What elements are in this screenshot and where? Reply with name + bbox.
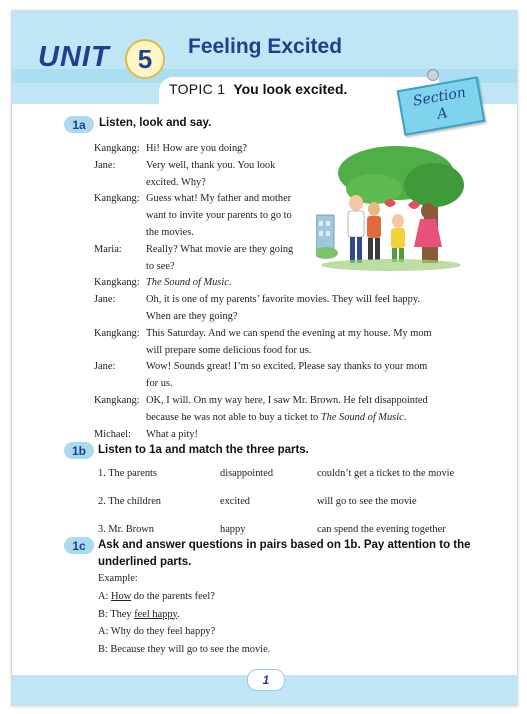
example-label: Example: <box>98 573 138 584</box>
match-reason: will go to see the movie <box>317 496 417 507</box>
heading-1a: Listen, look and say. <box>99 117 212 129</box>
utterance-line: will prepare some delicious food for us. <box>146 344 312 356</box>
unit-title: Feeling Excited <box>188 35 343 58</box>
children-under-tree-illustration <box>316 145 466 275</box>
heading-1b: Listen to 1a and match the three parts. <box>98 444 309 456</box>
dialogue-turn <box>94 393 494 427</box>
speaker-label: Jane: <box>94 159 116 171</box>
utterance-line: The Sound of Music. <box>146 277 232 289</box>
unit-number-circle <box>125 39 165 79</box>
speaker-label: Jane: <box>94 361 116 373</box>
utterance-line: This Saturday. And we can spend the evening at my house. My mom <box>146 327 432 339</box>
topic-prefix: TOPIC 1 <box>169 81 226 97</box>
dialogue-turn <box>94 292 494 326</box>
utterance-line: Very well, thank you. You look <box>146 159 276 171</box>
utterance-line: Guess what! My father and mother <box>146 193 292 205</box>
speaker-label: Jane: <box>94 294 116 306</box>
utterance-line: When are they going? <box>146 310 238 322</box>
utterance-line: What a pity! <box>146 428 198 440</box>
utterance-line: Hi! How are you doing? <box>146 143 247 154</box>
example-line: A: How do the parents feel? <box>98 591 215 602</box>
dialogue-turn <box>94 359 494 393</box>
utterance-line: to see? <box>146 260 175 272</box>
section-label: Section <box>411 84 468 110</box>
utterance-line: want to invite your parents to go to <box>146 210 292 222</box>
speaker-label: Kangkang: <box>94 277 140 289</box>
match-reason: can spend the evening together <box>317 524 446 535</box>
section-letter: A <box>436 105 449 123</box>
utterance-line: Wow! Sounds great! I’m so excited. Please say thanks to your mom <box>146 361 428 373</box>
match-person: 3. Mr. Brown <box>98 524 154 535</box>
match-person: 2. The children <box>98 496 161 507</box>
match-person: 1. The parents <box>98 468 157 479</box>
page-number: 1 <box>247 669 285 691</box>
heading-1c-line2: underlined parts. <box>98 556 192 568</box>
unit-word: UNIT <box>38 41 110 73</box>
match-feeling: excited <box>220 496 250 507</box>
match-feeling: disappointed <box>220 468 274 479</box>
badge-1b: 1b <box>64 442 94 459</box>
speaker-label: Kangkang: <box>94 193 140 205</box>
utterance-line: for us. <box>146 378 173 390</box>
utterance-line: OK, I will. On my way here, I saw Mr. Brown. He felt disappointed <box>146 395 428 406</box>
utterance-line: Really? What movie are they going <box>146 243 294 255</box>
utterance-line: the movies. <box>146 226 194 238</box>
match-reason: couldn’t get a ticket to the movie <box>317 468 455 479</box>
dialogue-turn <box>94 326 494 360</box>
utterance-line: Oh, it is one of my parents’ favorite movies. They will feel happy. <box>146 294 420 306</box>
heading-1c-line1: Ask and answer questions in pairs based on 1b. Pay attention to the <box>98 539 471 551</box>
utterance-line: excited. Why? <box>146 176 206 188</box>
dialogue-turn <box>94 427 494 444</box>
match-feeling: happy <box>220 524 246 535</box>
speaker-label: Maria: <box>94 243 122 255</box>
example-line: B: Because they will go to see the movie. <box>98 643 271 655</box>
speaker-label: Kangkang: <box>94 395 140 406</box>
speaker-label: Kangkang: <box>94 143 140 154</box>
speaker-label: Kangkang: <box>94 327 140 339</box>
example-line: B: They feel happy. <box>98 608 180 620</box>
speaker-label: Michael: <box>94 428 131 440</box>
topic-line <box>169 81 347 97</box>
textbook-page <box>11 10 518 706</box>
utterance-line: because he was not able to buy a ticket to The Sound of Music. <box>146 411 407 423</box>
topic-title: You look excited. <box>233 81 348 97</box>
dialogue-turn <box>94 275 494 292</box>
pin-icon <box>427 69 439 81</box>
badge-1a: 1a <box>64 116 94 133</box>
example-line: A: Why do they feel happy? <box>98 626 216 637</box>
unit-number: 5 <box>137 43 153 74</box>
badge-1c: 1c <box>64 537 94 554</box>
